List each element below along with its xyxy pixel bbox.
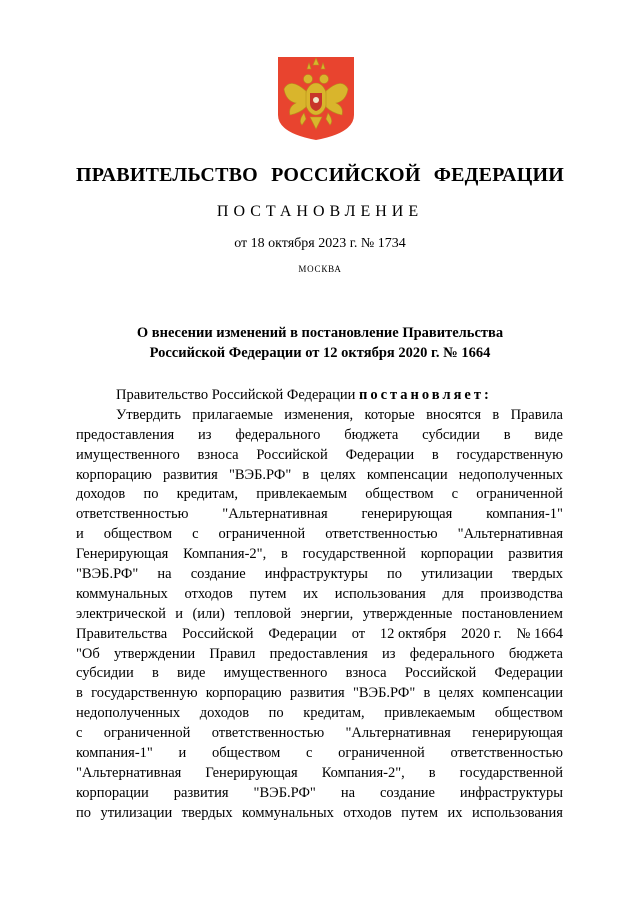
body-word: доходов bbox=[199, 705, 250, 722]
body-word: имущественного bbox=[223, 665, 328, 682]
body-word: и bbox=[178, 745, 187, 762]
body-word: ответственностью bbox=[76, 506, 189, 523]
body-word: их bbox=[303, 585, 319, 602]
body-word: субсидии bbox=[422, 426, 480, 443]
body-line bbox=[76, 605, 563, 625]
body-word: "Альтернативная bbox=[222, 506, 328, 523]
body-word: в bbox=[151, 665, 159, 682]
body-word: развития bbox=[508, 546, 563, 563]
body-word: по bbox=[268, 705, 284, 722]
body-lines bbox=[76, 406, 563, 824]
resolves-text: постановляет: bbox=[358, 387, 492, 403]
body-word: создание bbox=[190, 566, 246, 583]
body-word: с bbox=[451, 486, 459, 503]
document-subject bbox=[100, 323, 540, 363]
coat-of-arms-icon bbox=[276, 55, 356, 141]
body-line bbox=[76, 565, 563, 585]
body-word: ответственностью bbox=[325, 526, 438, 543]
body-word: "ВЭБ.РФ" bbox=[253, 784, 316, 801]
body-word: развития bbox=[173, 784, 229, 801]
body-word: Российской bbox=[256, 446, 328, 463]
body-word: коммунальных bbox=[76, 585, 168, 602]
government-title: ПРАВИТЕЛЬСТВО РОССИЙСКОЙ ФЕДЕРАЦИИ bbox=[76, 164, 564, 186]
body-word: целях bbox=[438, 685, 474, 702]
body-word: в bbox=[302, 466, 310, 483]
body-word: Компания-2", bbox=[183, 546, 267, 563]
body-word: ограниченной bbox=[103, 725, 191, 742]
body-word: инфраструктуры bbox=[459, 784, 563, 801]
body-word: энергии, bbox=[300, 605, 354, 622]
body-word: их bbox=[447, 804, 463, 821]
body-word: государственную bbox=[91, 685, 198, 702]
body-line bbox=[76, 446, 563, 466]
document-city: МОСКВА bbox=[298, 264, 342, 274]
body-word: и bbox=[76, 526, 84, 543]
body-word: постановлением bbox=[461, 605, 563, 622]
body-line bbox=[76, 804, 563, 824]
body-word: Утвердить bbox=[116, 406, 181, 423]
body-word: Правительства bbox=[76, 625, 168, 642]
body-word: в bbox=[431, 446, 439, 463]
body-word: развития bbox=[163, 466, 218, 483]
body-word: "Альтернативная bbox=[76, 764, 182, 781]
body-word: в bbox=[423, 685, 431, 702]
body-word: Правил bbox=[209, 645, 256, 662]
body-word: которые bbox=[364, 406, 415, 423]
body-word: на bbox=[157, 566, 172, 583]
body-word: бюджета bbox=[508, 645, 563, 662]
body-line bbox=[76, 744, 563, 764]
body-line bbox=[76, 426, 563, 446]
body-word: в bbox=[428, 764, 436, 781]
body-word: с bbox=[76, 725, 83, 742]
body-word: в bbox=[503, 426, 511, 443]
body-word: развития bbox=[289, 685, 345, 702]
body-word: Федерации bbox=[345, 446, 415, 463]
document-type: ПОСТАНОВЛЕНИЕ bbox=[216, 203, 424, 220]
body-word: путем bbox=[401, 804, 439, 821]
subject-line-1: О внесении изменений в постановление Правительства bbox=[136, 325, 504, 341]
body-word: вносятся bbox=[426, 406, 482, 423]
body-word: доходов bbox=[76, 486, 126, 503]
body-line bbox=[76, 485, 563, 505]
body-word: отходов bbox=[343, 804, 392, 821]
body-word: с bbox=[305, 745, 313, 762]
body-word: № 1664 bbox=[516, 625, 563, 642]
body-word: утвержденные bbox=[362, 605, 453, 622]
body-word: по bbox=[76, 804, 92, 821]
body-word: от bbox=[351, 625, 366, 642]
body-word: недополученных bbox=[76, 705, 181, 722]
body-word: твердых bbox=[181, 804, 233, 821]
body-word: государственную bbox=[456, 446, 563, 463]
body-word: 12 октября bbox=[379, 625, 447, 642]
body-word: виде bbox=[177, 665, 206, 682]
body-word: ограниченной bbox=[338, 745, 425, 762]
body-word: ответственностью bbox=[450, 745, 563, 762]
body-line bbox=[76, 784, 563, 804]
body-word: корпорации bbox=[76, 784, 149, 801]
body-word: бюджета bbox=[344, 426, 399, 443]
body-word: ответственностью bbox=[211, 725, 325, 742]
body-word: субсидии bbox=[76, 665, 134, 682]
body-word: федерального bbox=[235, 426, 321, 443]
body-word: корпорацию bbox=[205, 685, 282, 702]
body-word: обществом bbox=[494, 705, 563, 722]
body-word: компания-1" bbox=[76, 745, 153, 762]
body-word: Федерации bbox=[268, 625, 337, 642]
body-line bbox=[76, 625, 563, 645]
body-word: виде bbox=[534, 426, 563, 443]
body-word: кредитам, bbox=[303, 705, 365, 722]
body-word: предоставления bbox=[269, 645, 368, 662]
body-word: государственной bbox=[302, 546, 406, 563]
body-word: обществом bbox=[212, 745, 281, 762]
body-word: отходов bbox=[184, 585, 233, 602]
body-word: "ВЭБ.РФ" bbox=[228, 466, 292, 483]
body-word: производства bbox=[480, 585, 563, 602]
body-word: 2020 г. bbox=[461, 625, 502, 642]
body-word: "Альтернативная bbox=[457, 526, 563, 543]
document-date-number: от 18 октября 2023 г. № 1734 bbox=[234, 236, 406, 251]
body-word: утверждении bbox=[114, 645, 196, 662]
body-word: ограниченной bbox=[218, 526, 306, 543]
body-word: Правила bbox=[510, 406, 563, 423]
body-line bbox=[76, 704, 563, 724]
body-word: путем bbox=[249, 585, 287, 602]
body-word: компенсации bbox=[482, 685, 563, 702]
body-word: Федерации bbox=[494, 665, 563, 682]
body-word: тепловой bbox=[234, 605, 292, 622]
body-line bbox=[76, 505, 563, 525]
body-word: взноса bbox=[197, 446, 239, 463]
body-word: "Альтернативная bbox=[345, 725, 451, 742]
preamble-line bbox=[76, 386, 563, 406]
body-word: ограниченной bbox=[476, 486, 563, 503]
document-body bbox=[76, 386, 563, 824]
body-word: (или) bbox=[192, 605, 225, 622]
body-word: "ВЭБ.РФ" bbox=[76, 566, 139, 583]
body-word: "Об bbox=[76, 645, 100, 662]
body-word: с bbox=[192, 526, 199, 543]
body-word: кредитам, bbox=[176, 486, 239, 503]
body-word: недополученных bbox=[458, 466, 563, 483]
body-word: предоставления bbox=[76, 426, 175, 443]
body-word: государственной bbox=[459, 764, 563, 781]
body-word: из bbox=[198, 426, 212, 443]
subject-line-2: Российской Федерации от 12 октября 2020 г. № 1664 bbox=[149, 345, 491, 361]
body-word: Российской bbox=[182, 625, 254, 642]
body-word: привлекаемым bbox=[384, 705, 476, 722]
body-line bbox=[76, 664, 563, 684]
body-word: компания-1" bbox=[486, 506, 563, 523]
body-word: из bbox=[381, 645, 396, 662]
body-word: в bbox=[280, 546, 288, 563]
body-word: использования bbox=[334, 585, 426, 602]
body-line bbox=[76, 406, 563, 426]
body-line bbox=[76, 645, 563, 665]
body-word: на bbox=[340, 784, 356, 801]
body-word: создание bbox=[379, 784, 435, 801]
body-line bbox=[76, 585, 563, 605]
preamble-text: Правительство Российской Федерации bbox=[116, 387, 356, 403]
body-word: для bbox=[442, 585, 464, 602]
body-word: и bbox=[175, 605, 184, 622]
body-line bbox=[76, 724, 563, 744]
body-word: в bbox=[76, 685, 83, 702]
body-word: инфраструктуры bbox=[264, 566, 368, 583]
body-word: Генерирующая bbox=[205, 764, 298, 781]
body-word: Генерирующая bbox=[76, 546, 169, 563]
body-line bbox=[76, 525, 563, 545]
body-line bbox=[76, 545, 563, 565]
body-line bbox=[76, 764, 563, 784]
body-word: использования bbox=[471, 804, 563, 821]
body-word: генерирующая bbox=[472, 725, 563, 742]
body-word: генерирующая bbox=[361, 506, 453, 523]
body-word: взноса bbox=[345, 665, 387, 682]
body-word: Российской bbox=[404, 665, 477, 682]
body-word: федерального bbox=[409, 645, 495, 662]
body-word: по bbox=[386, 566, 402, 583]
body-word: коммунальных bbox=[242, 804, 334, 821]
body-word: в bbox=[492, 406, 500, 423]
body-line bbox=[76, 466, 563, 486]
body-word: Компания-2", bbox=[321, 764, 405, 781]
body-word: твердых bbox=[512, 566, 563, 583]
body-word: обществом bbox=[365, 486, 434, 503]
body-word: компенсации bbox=[366, 466, 448, 483]
body-word: прилагаемые bbox=[192, 406, 273, 423]
body-word: имущественного bbox=[76, 446, 180, 463]
body-word: привлекаемым bbox=[256, 486, 348, 503]
body-word: изменения, bbox=[284, 406, 354, 423]
body-word: целях bbox=[320, 466, 356, 483]
body-word: корпорацию bbox=[76, 466, 152, 483]
body-word: обществом bbox=[103, 526, 173, 543]
body-word: утилизации bbox=[100, 804, 173, 821]
body-word: "ВЭБ.РФ" bbox=[352, 685, 416, 702]
body-word: утилизации bbox=[421, 566, 493, 583]
body-word: электрической bbox=[76, 605, 166, 622]
body-word: по bbox=[143, 486, 159, 503]
body-line bbox=[76, 684, 563, 704]
body-word: корпорации bbox=[420, 546, 494, 563]
